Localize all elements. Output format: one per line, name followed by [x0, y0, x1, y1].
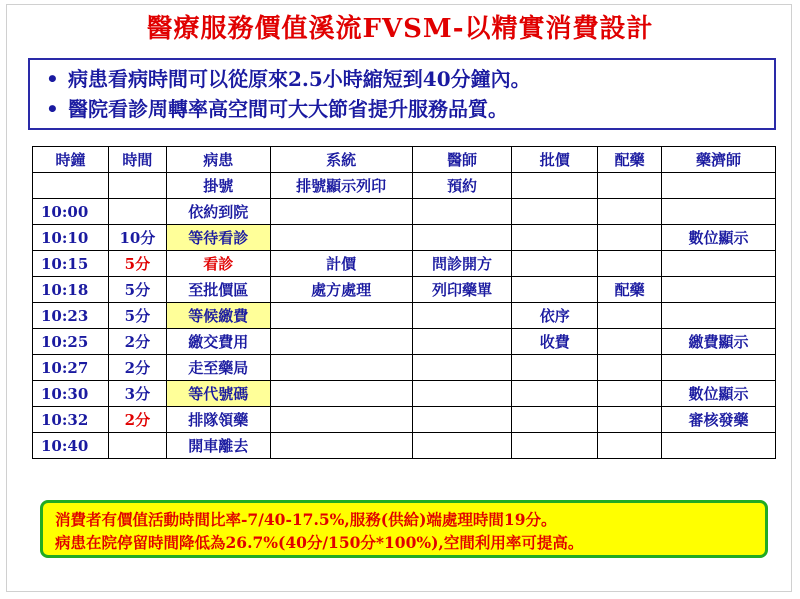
- table-cell: 時鐘: [33, 147, 109, 173]
- table-cell: [598, 199, 662, 225]
- table-cell: 等代號碼: [166, 381, 270, 407]
- table-cell: [270, 303, 412, 329]
- table-cell: [412, 407, 512, 433]
- table-cell: [662, 277, 776, 303]
- table-cell: 10:25: [33, 329, 109, 355]
- table-cell: 至批價區: [166, 277, 270, 303]
- table-cell: [598, 407, 662, 433]
- table-cell: [270, 199, 412, 225]
- table-cell: [662, 199, 776, 225]
- table-cell: [270, 225, 412, 251]
- table-cell: [512, 407, 598, 433]
- table-cell: 2分: [108, 355, 166, 381]
- table-cell: 2分: [108, 329, 166, 355]
- table-cell: 繳費顯示: [662, 329, 776, 355]
- table-cell: [512, 355, 598, 381]
- table-cell: 收費: [512, 329, 598, 355]
- table-cell: 走至藥局: [166, 355, 270, 381]
- bullet-text: 醫院看診周轉率高空間可大大節省提升服務品質。: [68, 97, 508, 121]
- table-cell: 醫師: [412, 147, 512, 173]
- table-cell: 10:10: [33, 225, 109, 251]
- bullet-text: 病患看病時間可以從原來2.5小時縮短到40分鐘內。: [68, 67, 531, 91]
- table-row: [33, 277, 776, 303]
- table-cell: 2分: [108, 407, 166, 433]
- table-row: [33, 225, 776, 251]
- table-row: [33, 251, 776, 277]
- table-cell: 10:15: [33, 251, 109, 277]
- table-cell: [512, 225, 598, 251]
- table-cell: [598, 251, 662, 277]
- table-cell: 預約: [412, 173, 512, 199]
- table-row: [33, 407, 776, 433]
- table-cell: 計價: [270, 251, 412, 277]
- table-cell: 審核發藥: [662, 407, 776, 433]
- table-row: [33, 303, 776, 329]
- table-cell: [270, 355, 412, 381]
- summary-box: [40, 500, 768, 558]
- table-cell: [598, 329, 662, 355]
- slide-title: 醫療服務價值溪流FVSM-以精實消費設計: [146, 14, 654, 44]
- table-cell: 藥濟師: [662, 147, 776, 173]
- table-cell: 5分: [108, 303, 166, 329]
- table-cell: 系統: [270, 147, 412, 173]
- table-cell: [512, 173, 598, 199]
- table-row: [33, 381, 776, 407]
- table-cell: 問診開方: [412, 251, 512, 277]
- schedule-table: [32, 146, 776, 459]
- table-cell: [108, 199, 166, 225]
- table-cell: 數位顯示: [662, 225, 776, 251]
- table-cell: 10:23: [33, 303, 109, 329]
- table-cell: [662, 173, 776, 199]
- table-cell: 繳交費用: [166, 329, 270, 355]
- table-cell: 掛號: [166, 173, 270, 199]
- table-cell: 5分: [108, 277, 166, 303]
- table-cell: [270, 433, 412, 459]
- table-row: [33, 355, 776, 381]
- table-cell: [512, 199, 598, 225]
- table-cell: 等候繳費: [166, 303, 270, 329]
- table-cell: [512, 251, 598, 277]
- table-cell: 依序: [512, 303, 598, 329]
- table-cell: 等待看診: [166, 225, 270, 251]
- table-cell: 看診: [166, 251, 270, 277]
- table-cell: [662, 251, 776, 277]
- table-cell: 10:32: [33, 407, 109, 433]
- table-cell: [598, 381, 662, 407]
- table-cell: 依約到院: [166, 199, 270, 225]
- table-cell: [33, 173, 109, 199]
- summary-line: 消費者有價值活動時間比率-7/40-17.5%,服務(供給)端處理時間19分。: [55, 510, 557, 529]
- table-cell: [412, 225, 512, 251]
- table-cell: 10:30: [33, 381, 109, 407]
- table-cell: [270, 407, 412, 433]
- table-cell: [662, 433, 776, 459]
- table-cell: 開車離去: [166, 433, 270, 459]
- bullet-item: [46, 64, 774, 94]
- table-row: [33, 199, 776, 225]
- table-cell: 配藥: [598, 277, 662, 303]
- table-cell: 病患: [166, 147, 270, 173]
- table-cell: 10分: [108, 225, 166, 251]
- bullet-dot-icon: •: [46, 97, 59, 121]
- table-cell: 10:00: [33, 199, 109, 225]
- table-cell: 列印藥單: [412, 277, 512, 303]
- table-cell: [512, 277, 598, 303]
- table-row: [33, 329, 776, 355]
- table-cell: [270, 381, 412, 407]
- summary-line: 病患在院停留時間降低為26.7%(40分/150分*100%),空間利用率可提高。: [55, 533, 584, 552]
- bullet-item: [46, 94, 774, 124]
- table-cell: [108, 433, 166, 459]
- table-cell: [108, 173, 166, 199]
- table-cell: [598, 173, 662, 199]
- table-cell: [412, 303, 512, 329]
- table-cell: 處方處理: [270, 277, 412, 303]
- table-cell: [598, 225, 662, 251]
- table-cell: 5分: [108, 251, 166, 277]
- table-cell: [412, 355, 512, 381]
- table-cell: [598, 303, 662, 329]
- table-header-row: [33, 147, 776, 173]
- table-cell: [662, 303, 776, 329]
- table-cell: 10:27: [33, 355, 109, 381]
- table-cell: [512, 381, 598, 407]
- table-cell: [270, 329, 412, 355]
- table-cell: [412, 329, 512, 355]
- bullet-box: [28, 58, 776, 130]
- table-cell: [512, 433, 598, 459]
- table-cell: [412, 381, 512, 407]
- table-cell: 數位顯示: [662, 381, 776, 407]
- table-cell: [598, 355, 662, 381]
- table-cell: 配藥: [598, 147, 662, 173]
- table-cell: 10:40: [33, 433, 109, 459]
- table-cell: 10:18: [33, 277, 109, 303]
- table-cell: 批價: [512, 147, 598, 173]
- table-subheader-row: [33, 173, 776, 199]
- table-cell: [412, 433, 512, 459]
- table-cell: [412, 199, 512, 225]
- table-cell: [662, 355, 776, 381]
- table-cell: 時間: [108, 147, 166, 173]
- table-cell: 排號顯示列印: [270, 173, 412, 199]
- bullet-dot-icon: •: [46, 67, 59, 91]
- table-cell: [598, 433, 662, 459]
- table-cell: 3分: [108, 381, 166, 407]
- table-cell: 排隊領藥: [166, 407, 270, 433]
- table-row: [33, 433, 776, 459]
